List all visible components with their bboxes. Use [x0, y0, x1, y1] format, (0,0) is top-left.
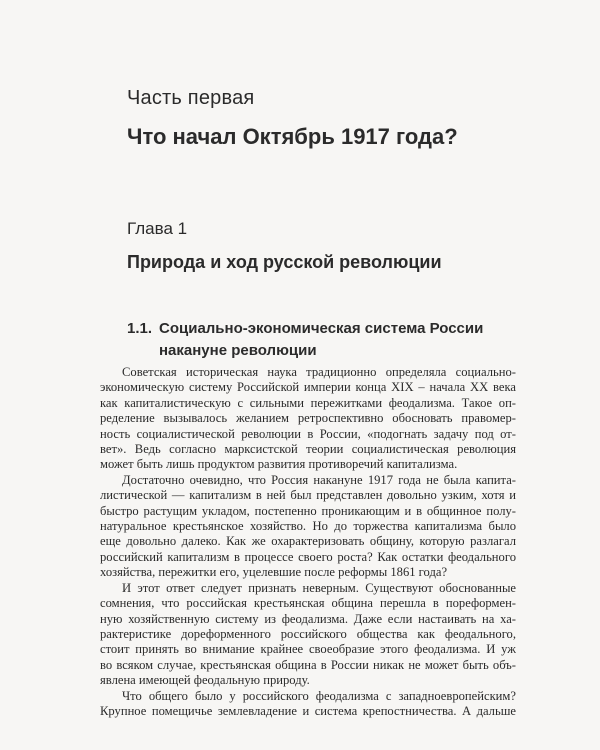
- text-line: рактеристике дореформенного российского общества как феодального,: [100, 626, 516, 641]
- text-line: сомнения, что российская крестьянская община перешла в пореформен-: [100, 596, 516, 611]
- text-line: Крупное помещичье землевладение и система крепостничества. А дальше: [100, 703, 516, 718]
- text-line: стоит принять во внимание крайнее своеобразие этого феодализма. И уж: [100, 642, 516, 657]
- text-line: листической — капитализм в ней был представлен довольно узким, хотя и: [100, 488, 516, 503]
- text-line: еще довольно далеко. Как же охарактеризовать общину, которую разлагал: [100, 534, 516, 549]
- text-line: во всяком случае, крестьянская община в России никак не может быть объ-: [100, 657, 516, 672]
- text-line: хозяйства, пережитки его, уцелевшие после реформы 1861 года?: [100, 565, 448, 580]
- text-line: Достаточно очевидно, что Россия накануне 1917 года не была капита-: [122, 472, 516, 487]
- text-line: И этот ответ следует признать неверным. Существуют обоснованные: [122, 580, 516, 595]
- text-line: ределение вызывалось желанием ретроспективно обосновать правомер-: [100, 411, 516, 426]
- section-number: 1.1.: [127, 320, 153, 337]
- section-title-line1: Социально-экономическая система России: [159, 320, 484, 337]
- text-line: быстро растущим укладом, постепенно проникающим и в общинное полу-: [100, 503, 516, 518]
- text-line: ную хозяйственную систему из феодализма. Даже если настаивать на ха-: [100, 611, 516, 626]
- section-heading: [127, 318, 483, 362]
- chapter-label: Глава 1: [127, 219, 188, 238]
- text-line: вет». Ведь согласно марксистской теории социалистическая революция: [100, 442, 516, 457]
- chapter-title: Природа и ход русской революции: [127, 252, 442, 272]
- part-title: Что начал Октябрь 1917 года?: [127, 124, 458, 149]
- text-line: как капиталистическую с сильными пережитками феодализма. Такое оп-: [100, 395, 516, 410]
- body-text: [100, 365, 516, 719]
- text-line: ность социалистической революции в России, «подогнать задачу под от-: [100, 426, 516, 441]
- part-label: Часть первая: [127, 87, 255, 109]
- text-line: натуральное крестьянское хозяйство. Но до торжества капитализма было: [100, 519, 516, 534]
- section-title-line2: накануне революции: [159, 342, 317, 359]
- text-line: Что общего было у российского феодализма с западноевропейским?: [122, 688, 516, 703]
- text-line: экономическую систему Российской империи конца XIX – начала XX века: [100, 380, 516, 395]
- text-line: российский капитализм в процессе своего роста? Как остатки феодального: [100, 549, 516, 564]
- text-line: явлена имеющей феодальную природу.: [100, 673, 310, 688]
- text-line: Советская историческая наука традиционно определяла социально-: [122, 365, 516, 379]
- text-line: может быть лишь продуктом развития противоречий капитализма.: [100, 457, 458, 472]
